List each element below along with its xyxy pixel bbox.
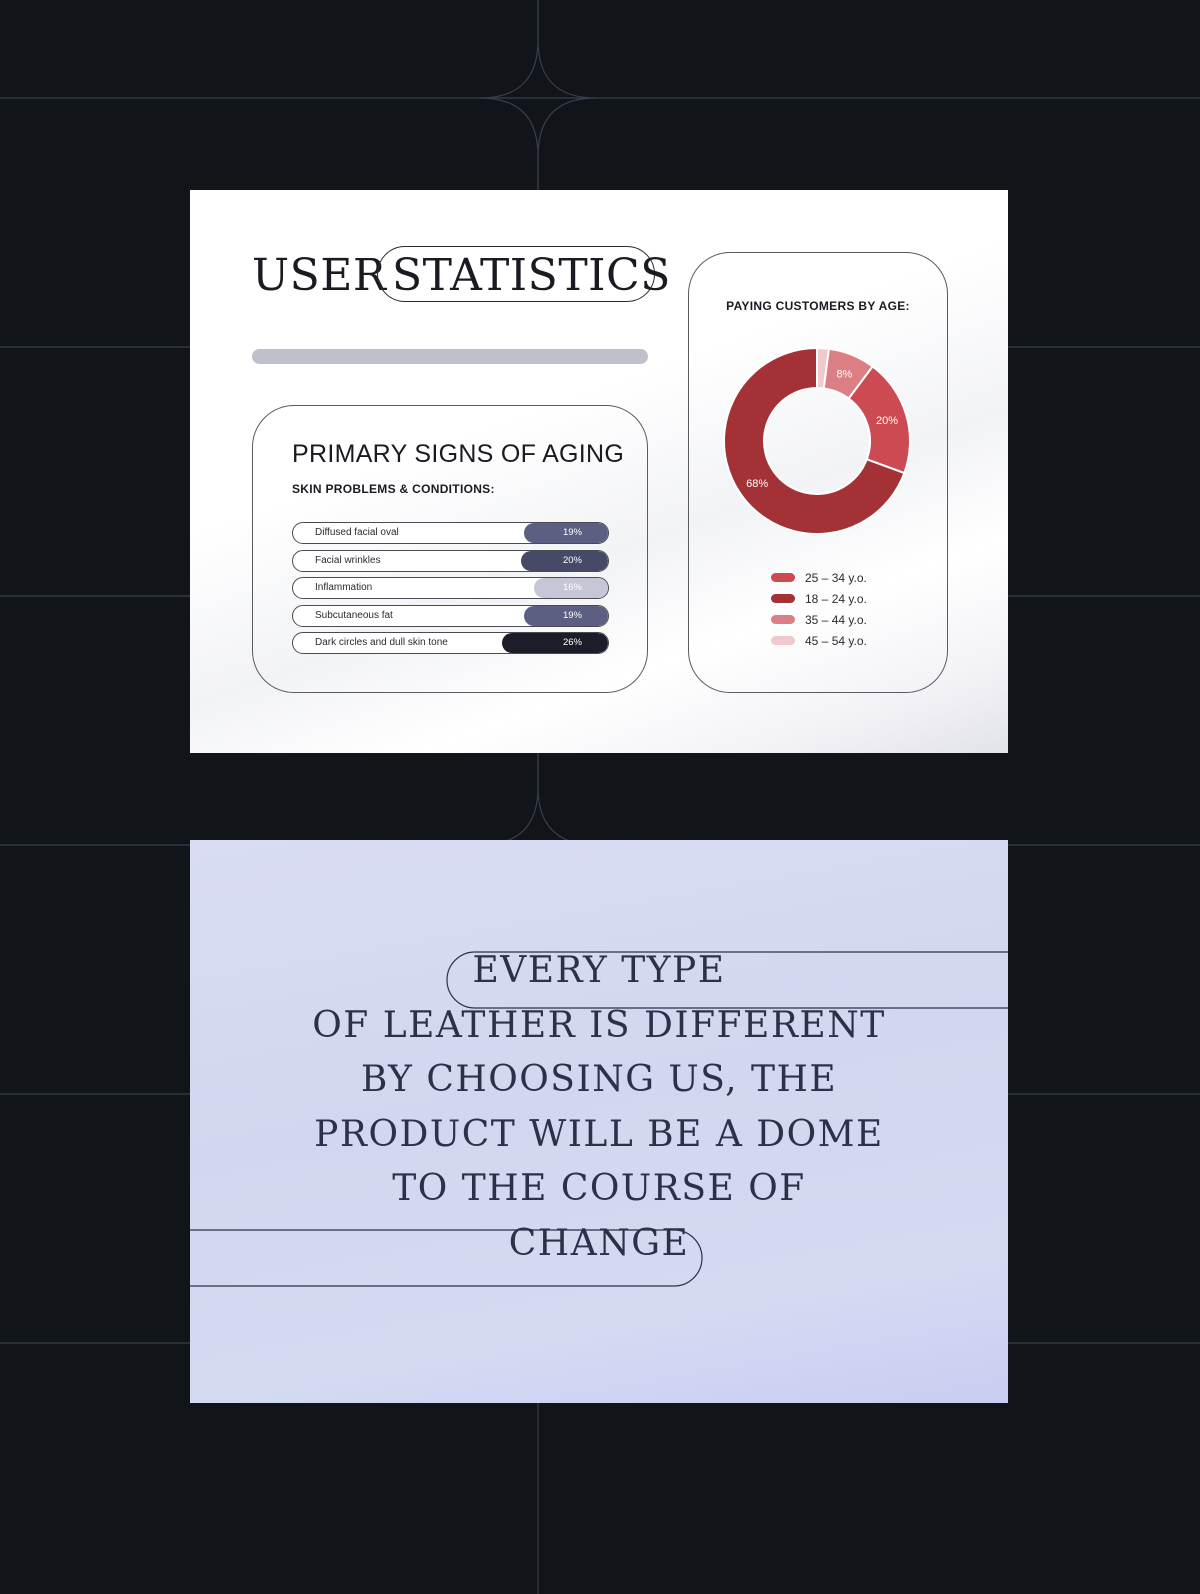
donut-slice-label: 20% [875, 415, 898, 428]
aging-bar-row [292, 522, 609, 544]
legend-swatch [771, 573, 795, 582]
aging-bar-row [292, 577, 609, 599]
title-word-statistics: STATISTICS [392, 250, 671, 301]
aging-bar-label: Diffused facial oval [315, 527, 399, 538]
aging-bar-chart [292, 522, 609, 660]
legend-item [771, 609, 867, 630]
aging-card-heading: PRIMARY SIGNS OF AGING [292, 440, 625, 468]
age-card-heading: PAYING CUSTOMERS BY AGE: [726, 299, 910, 313]
legend-item [771, 630, 867, 651]
title-word-user: USER [252, 250, 387, 301]
aging-bar-value: 26% [562, 637, 582, 648]
aging-bar-label: Subcutaneous fat [315, 609, 393, 621]
legend-label: 25 – 34 y.o. [805, 570, 867, 585]
donut-slice-label: 68% [746, 477, 769, 490]
aging-bar-row [292, 605, 609, 627]
aging-bar-value: 19% [562, 609, 582, 621]
placeholder-bar [252, 349, 648, 364]
age-card [688, 252, 948, 693]
aging-bar-label: Inflammation [315, 582, 373, 593]
legend-label: 35 – 44 y.o. [805, 612, 867, 627]
quote-slide [190, 840, 1008, 1403]
quote-line-2: OF LEATHER IS DIFFERENT [312, 1004, 886, 1046]
quote-text [190, 944, 1008, 1271]
legend-swatch [771, 636, 795, 645]
quote-line-5: TO THE COURSE OF [392, 1168, 806, 1209]
legend-swatch [771, 615, 795, 624]
age-legend [771, 567, 867, 651]
legend-label: 45 – 54 y.o. [805, 633, 867, 648]
legend-item [771, 567, 867, 588]
user-statistics-slide [190, 190, 1008, 753]
quote-line-3: BY CHOOSING US, THE [360, 1059, 838, 1100]
quote-line-1: EVERY TYPE [472, 950, 726, 991]
quote-line-6: CHANGE [508, 1222, 690, 1264]
legend-label: 18 – 24 y.o. [805, 591, 867, 606]
aging-card-subheading: SKIN PROBLEMS & CONDITIONS: [292, 482, 495, 496]
aging-bar-value: 19% [562, 527, 582, 538]
age-donut-chart [717, 341, 917, 541]
aging-bar-fill [502, 633, 609, 653]
aging-bar-row [292, 632, 609, 654]
legend-swatch [771, 594, 795, 603]
aging-card [252, 405, 648, 693]
aging-bar-value: 16% [562, 582, 582, 593]
aging-bar-label: Dark circles and dull skin tone [315, 637, 448, 648]
aging-bar-label: Facial wrinkles [315, 554, 381, 566]
quote-line-4: PRODUCT WILL BE A DOME [314, 1113, 884, 1155]
donut-slice-label: 8% [836, 368, 853, 381]
aging-bar-value: 20% [562, 554, 582, 566]
aging-bar-row [292, 550, 609, 572]
legend-item [771, 588, 867, 609]
